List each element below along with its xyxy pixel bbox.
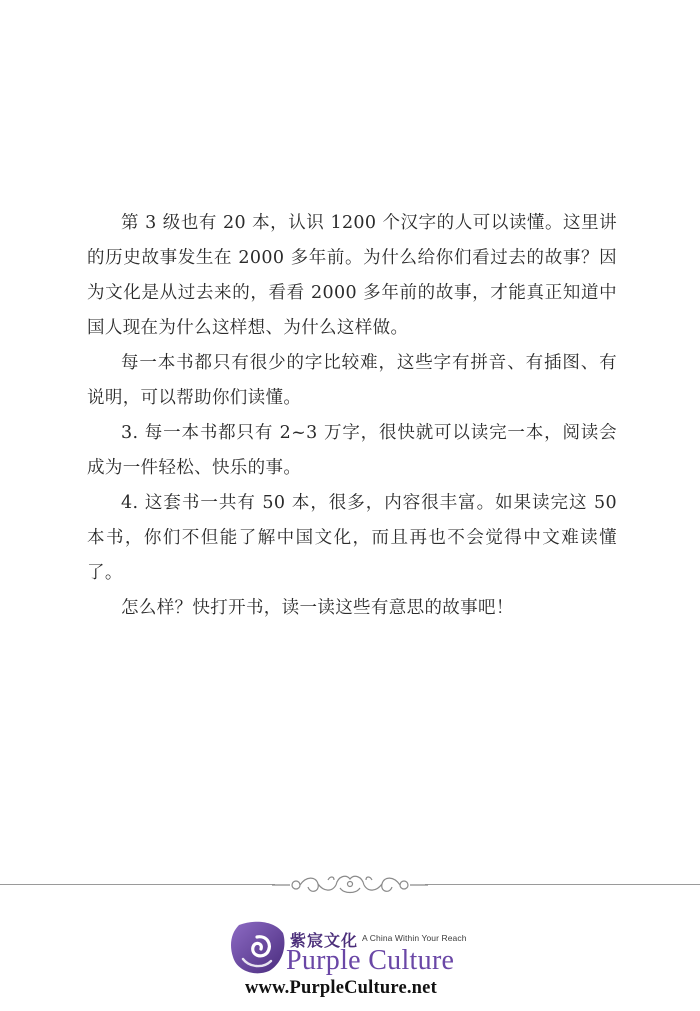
brand-chinese-name: 紫宸文化 (290, 931, 359, 950)
paragraph-vocabulary: 每一本书都只有很少的字比较难，这些字有拼音、有插图、有说明，可以帮助你们读懂。 (87, 353, 617, 408)
footer-divider-left (0, 884, 275, 885)
website-url: www.PurpleCulture.net (245, 978, 437, 998)
purple-swirl-logo-icon (229, 919, 287, 975)
paragraph-point-4: 4. 这套书一共有 50 本，很多，内容很丰富。如果读完这 50 本书，你们不但能了解中国文化，而且再也不会觉得中文难读懂了。 (87, 493, 617, 583)
paragraph-point-3: 3. 每一本书都只有 2~3 万字，很快就可以读完一本，阅读会成为一件轻松、快乐的事。 (87, 423, 617, 478)
body-text (87, 206, 617, 626)
scroll-ornament-icon (270, 870, 430, 900)
paragraph-level-3: 第 3 级也有 20 本，认识 1200 个汉字的人可以读懂。这里讲的历史故事发生在 2000 多年前。为什么给你们看过去的故事？因为文化是从过去来的，看看 2000 多年前的故事，才能真正知道中国人现在为什么这样想、为什么这样做。 (87, 213, 617, 338)
paragraph-closing: 怎么样？快打开书，读一读这些有意思的故事吧！ (121, 598, 514, 618)
footer-divider-right (425, 884, 700, 885)
brand-tagline: A China Within Your Reach (362, 933, 467, 943)
brand-english-name: Purple Culture (286, 945, 455, 976)
